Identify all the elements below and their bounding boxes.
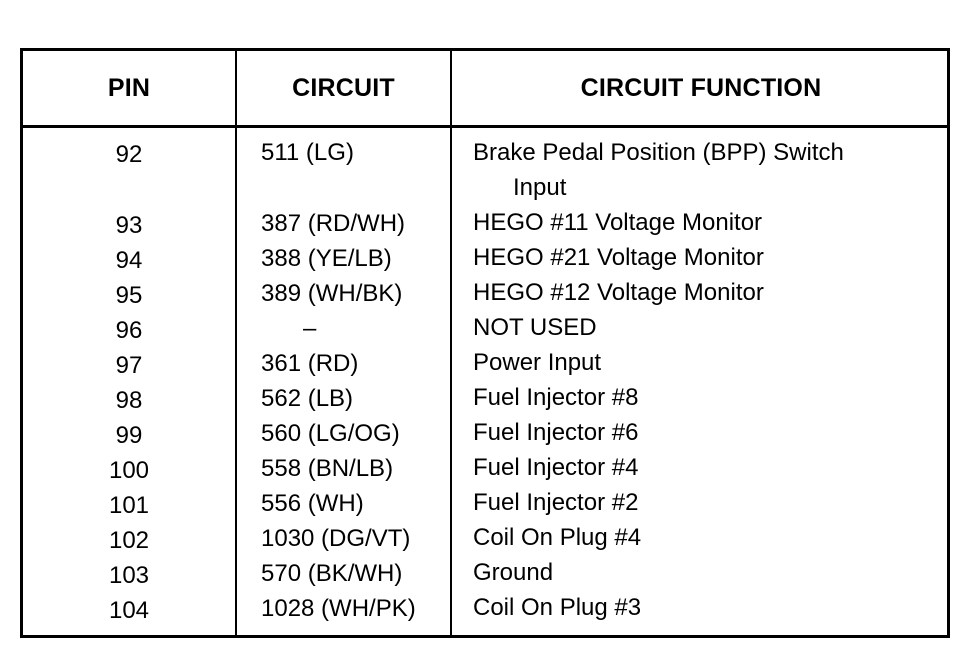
- function-cell: Fuel Injector #2: [473, 489, 639, 516]
- column-divider: [235, 51, 237, 635]
- circuit-cell: 570 (BK/WH): [261, 560, 403, 587]
- header-divider: [23, 125, 947, 128]
- circuit-cell: 389 (WH/BK): [261, 280, 403, 307]
- function-cell: HEGO #11 Voltage Monitor: [473, 209, 763, 236]
- function-cell: Fuel Injector #8: [473, 384, 639, 411]
- pin-cell: 97: [115, 352, 143, 379]
- pin-cell: 98: [115, 387, 143, 414]
- circuit-cell: 387 (RD/WH): [261, 210, 406, 237]
- circuit-cell: 511 (LG): [261, 139, 354, 166]
- header-circuit: CIRCUIT: [292, 73, 395, 102]
- pin-cell: 94: [115, 247, 143, 274]
- function-cell: Power Input: [473, 349, 602, 376]
- pin-cell: 92: [115, 141, 143, 168]
- pin-cell: 95: [115, 282, 143, 309]
- pin-column: [23, 135, 235, 626]
- function-cell-continuation: Input: [513, 174, 567, 201]
- pin-cell: 93: [115, 212, 143, 239]
- pin-cell: 96: [115, 317, 143, 344]
- circuit-cell: 558 (BN/LB): [261, 455, 394, 482]
- pin-cell: 99: [115, 422, 143, 449]
- circuit-cell: 556 (WH): [261, 490, 364, 517]
- pin-circuit-table: [20, 48, 950, 638]
- function-column: [473, 135, 943, 625]
- circuit-column: [261, 135, 451, 626]
- pin-cell: 100: [108, 457, 150, 484]
- circuit-cell: 562 (LB): [261, 385, 354, 412]
- function-cell: HEGO #12 Voltage Monitor: [473, 279, 764, 306]
- function-cell: Fuel Injector #4: [473, 454, 639, 481]
- function-cell: HEGO #21 Voltage Monitor: [473, 244, 764, 271]
- pin-cell: 103: [108, 562, 150, 589]
- function-cell: Ground: [473, 559, 554, 586]
- circuit-cell: 560 (LG/OG): [261, 420, 400, 447]
- pin-cell: 102: [108, 527, 150, 554]
- circuit-cell: 388 (YE/LB): [261, 245, 392, 272]
- function-cell: Fuel Injector #6: [473, 419, 639, 446]
- header-circuit-function: CIRCUIT FUNCTION: [580, 73, 822, 102]
- circuit-cell: 1030 (DG/VT): [261, 525, 411, 552]
- function-cell: Coil On Plug #4: [473, 524, 642, 551]
- function-cell: NOT USED: [473, 314, 597, 341]
- function-cell: Coil On Plug #3: [473, 594, 642, 621]
- circuit-cell: 361 (RD): [261, 350, 359, 377]
- pin-cell: 104: [108, 597, 150, 624]
- circuit-cell: 1028 (WH/PK): [261, 595, 416, 622]
- header-pin: PIN: [107, 73, 151, 102]
- function-cell: Brake Pedal Position (BPP) Switch: [473, 139, 844, 166]
- circuit-cell: –: [303, 315, 317, 342]
- pin-cell: 101: [108, 492, 150, 519]
